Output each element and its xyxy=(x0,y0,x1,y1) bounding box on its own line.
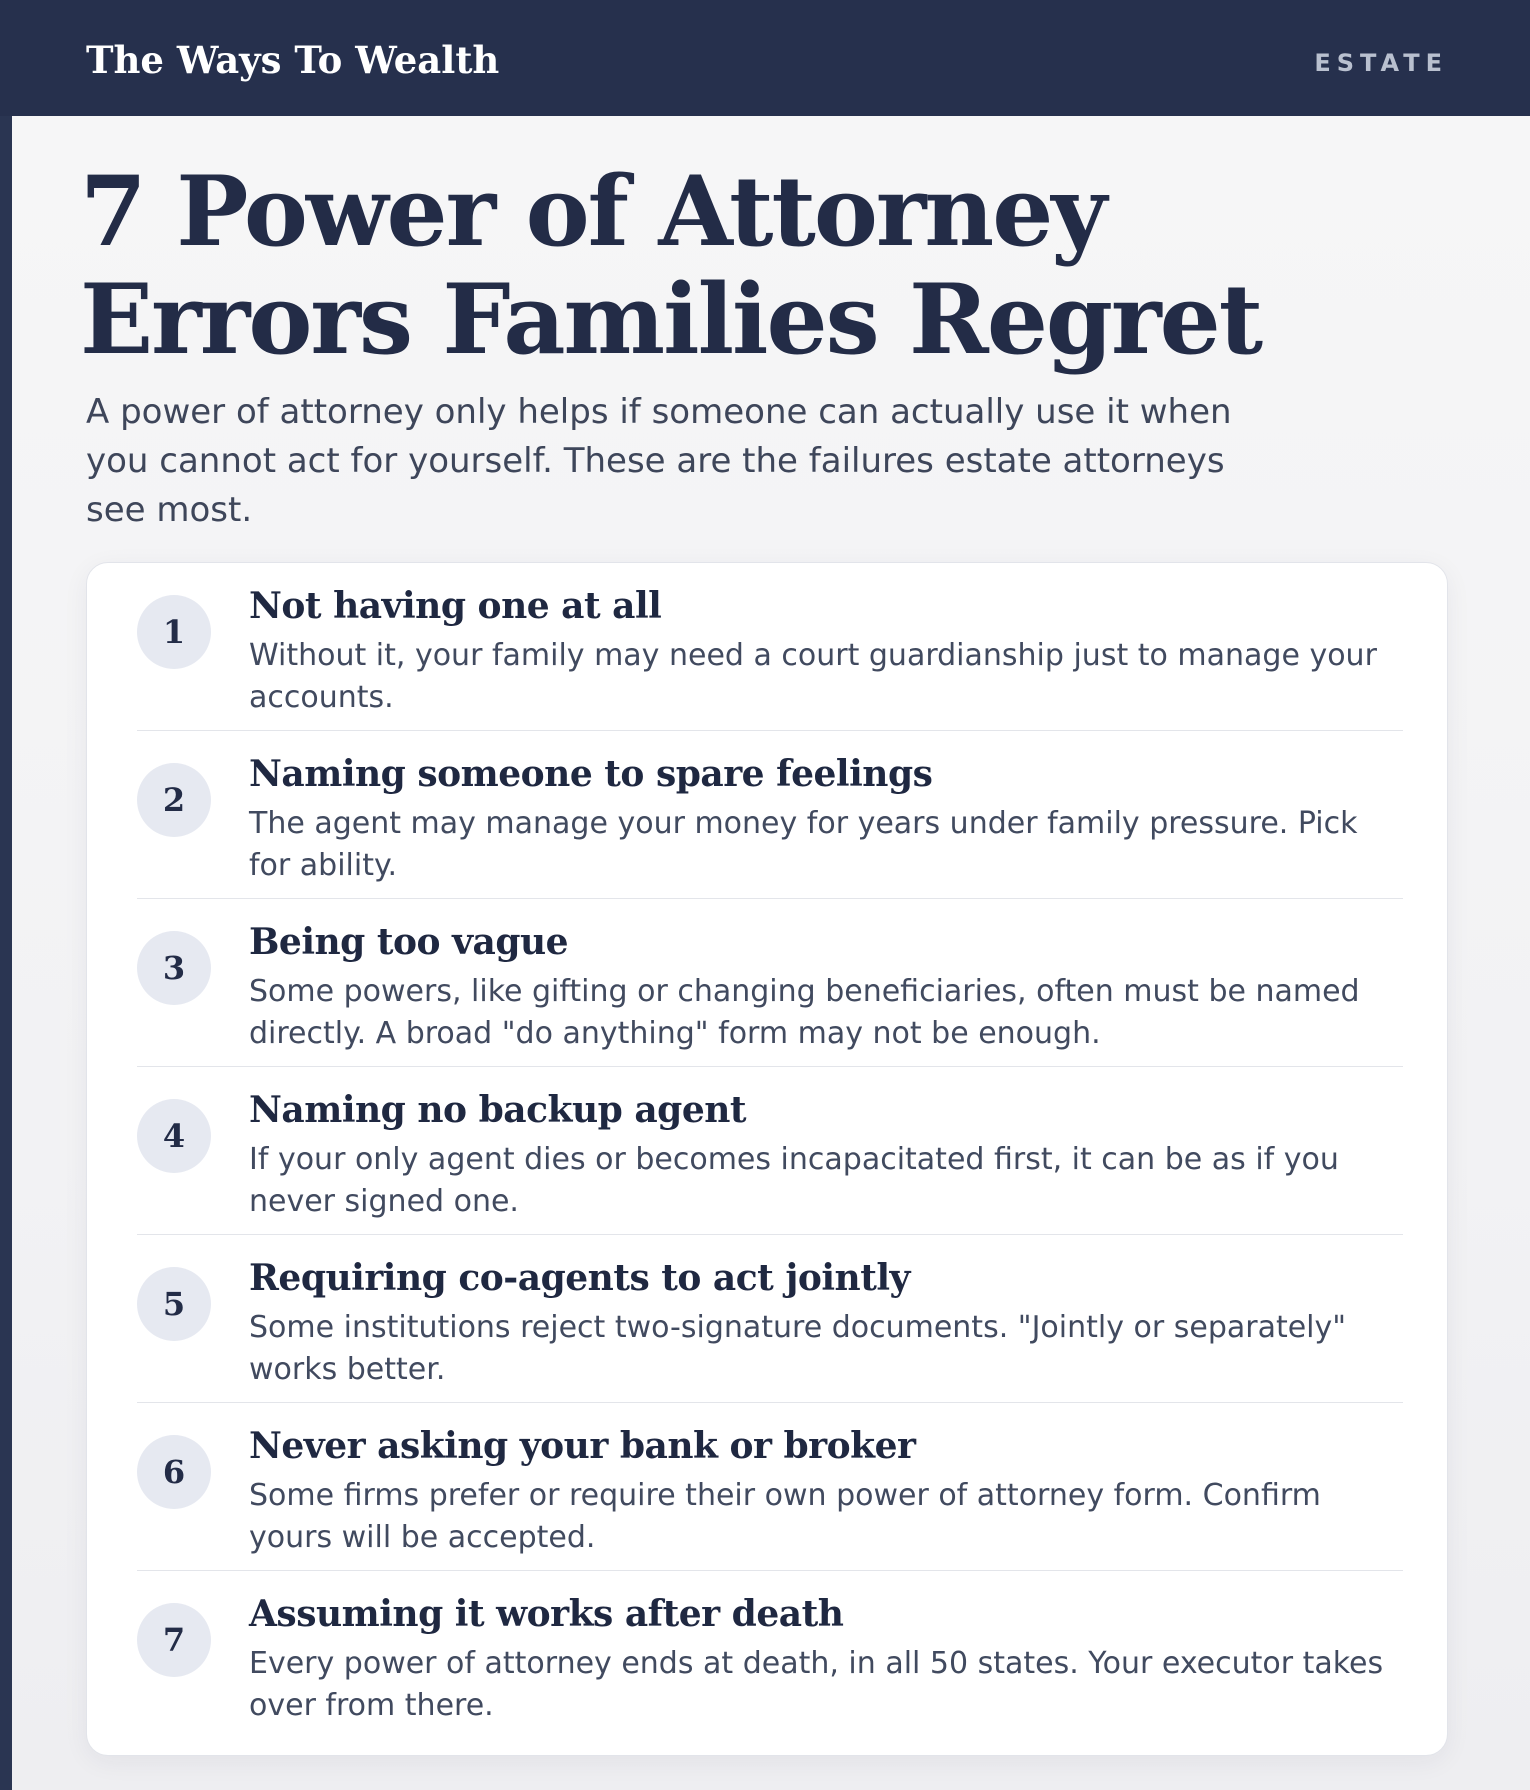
item-title: Assuming it works after death xyxy=(249,1593,844,1635)
item-number-badge: 7 xyxy=(137,1603,211,1677)
item-description: Some institutions reject two-signature documents. "Jointly or separately" works better. xyxy=(249,1310,1347,1387)
list-item xyxy=(137,563,1403,731)
item-description: The agent may manage your money for years under family pressure. Pick for ability. xyxy=(249,806,1358,883)
article-intro: A power of attorney only helps if someone can actually use it when you cannot act for yourself. These are the failures estate attorneys see most. xyxy=(86,392,1232,530)
item-number-badge: 5 xyxy=(137,1267,211,1341)
item-number-badge: 4 xyxy=(137,1099,211,1173)
item-title: Being too vague xyxy=(249,921,569,963)
item-number-badge: 1 xyxy=(137,595,211,669)
article-title: 7 Power of Attorney Errors Families Regret xyxy=(80,155,1262,376)
item-number-badge: 3 xyxy=(137,931,211,1005)
list-item xyxy=(137,1235,1403,1403)
item-description: If your only agent dies or becomes incapacitated first, it can be as if you never signed one. xyxy=(249,1142,1339,1219)
list-item xyxy=(137,1571,1403,1739)
item-description: Every power of attorney ends at death, in all 50 states. Your executor takes over from there. xyxy=(249,1646,1384,1723)
item-title: Never asking your bank or broker xyxy=(249,1425,916,1467)
list-item xyxy=(137,899,1403,1067)
article-page xyxy=(12,116,1530,1790)
error-list-card xyxy=(86,562,1448,1756)
list-item xyxy=(137,1403,1403,1571)
item-title: Naming someone to spare feelings xyxy=(249,753,933,795)
item-description: Some firms prefer or require their own power of attorney form. Confirm yours will be accepted. xyxy=(249,1478,1321,1555)
item-description: Without it, your family may need a court guardianship just to manage your accounts. xyxy=(249,638,1377,715)
item-title: Naming no backup agent xyxy=(249,1089,747,1131)
site-header xyxy=(0,0,1530,116)
list-item xyxy=(137,1067,1403,1235)
item-title: Requiring co-agents to act jointly xyxy=(249,1257,910,1299)
item-title: Not having one at all xyxy=(249,585,662,627)
item-number-badge: 2 xyxy=(137,763,211,837)
list-item xyxy=(137,731,1403,899)
site-brand[interactable]: The Ways To Wealth xyxy=(86,38,500,82)
item-description: Some powers, like gifting or changing beneficiaries, often must be named directly. A broad "do anything" form may not be enough. xyxy=(249,974,1360,1051)
item-number-badge: 6 xyxy=(137,1435,211,1509)
category-tag[interactable]: ESTATE xyxy=(1314,49,1448,77)
